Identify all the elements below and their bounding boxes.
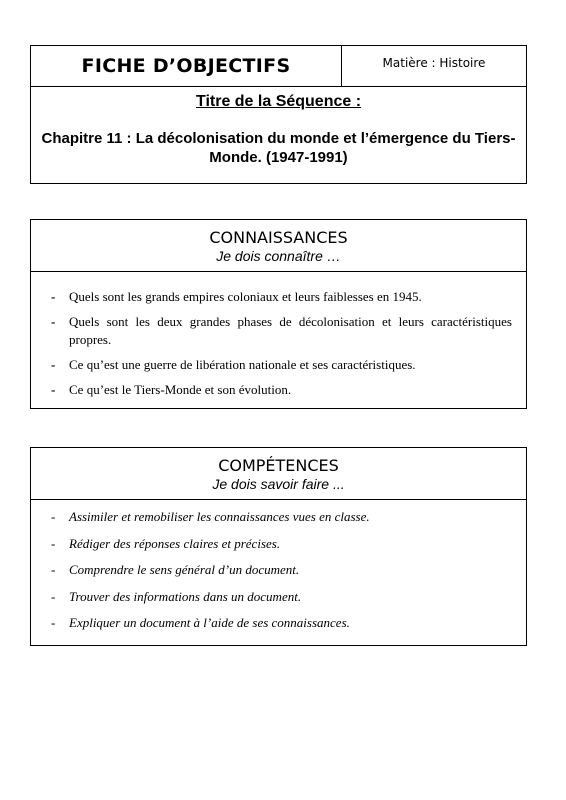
list-item (51, 588, 512, 605)
bullet-dash: - (51, 382, 56, 397)
knowledge-subtitle: Je dois connaître … (216, 248, 341, 264)
list-item-text: Trouver des informations dans un document. (69, 588, 302, 604)
knowledge-section (30, 219, 527, 409)
bullet-dash: - (51, 562, 56, 577)
knowledge-list (51, 288, 512, 406)
bullet-dash: - (51, 509, 56, 524)
sequence-title: Chapitre 11 : La décolonisation du monde et l’émergence du Tiers-Monde. (1947-1991) (41, 130, 516, 166)
knowledge-title: CONNAISSANCES (209, 228, 348, 247)
list-item-text: Quels sont les deux grandes phases de décolonisation et leurs caractéristiques propres. (69, 314, 512, 347)
header-top-row (31, 46, 526, 87)
list-item (51, 313, 512, 349)
skills-subtitle: Je dois savoir faire ... (212, 476, 345, 492)
skills-section (30, 447, 527, 646)
subject-label: Matière : Histoire (382, 56, 486, 70)
bullet-dash: - (51, 615, 56, 630)
list-item-text: Assimiler et remobiliser les connaissances vues en classe. (69, 509, 370, 524)
knowledge-header (31, 220, 526, 272)
skills-list (51, 508, 512, 641)
bullet-dash: - (51, 588, 56, 604)
list-item (51, 508, 512, 525)
list-item (51, 381, 512, 399)
list-item (51, 535, 512, 552)
bullet-dash: - (51, 289, 56, 304)
list-item (51, 356, 512, 374)
bullet-dash: - (51, 357, 56, 372)
list-item-text: Ce qu’est une guerre de libération nationale et ses caractéristiques. (69, 357, 416, 372)
bullet-dash: - (51, 314, 56, 329)
header-box (30, 45, 527, 184)
sequence-label (31, 93, 526, 111)
list-item-text: Expliquer un document à l’aide de ses connaissances. (69, 615, 350, 630)
list-item-text: Rédiger des réponses claires et précises. (69, 535, 281, 551)
list-item-text: Comprendre le sens général d’un document. (69, 562, 300, 577)
sequence-label-text: Titre de la Séquence : (195, 93, 362, 110)
document-title: FICHE D’OBJECTIFS (31, 46, 342, 86)
bullet-dash: - (51, 535, 56, 551)
list-item (51, 288, 512, 306)
skills-title: COMPÉTENCES (218, 456, 339, 475)
list-item-text: Quels sont les grands empires coloniaux et leurs faiblesses en 1945. (69, 289, 422, 304)
list-item (51, 614, 512, 631)
skills-header (31, 448, 526, 500)
list-item-text: Ce qu’est le Tiers-Monde et son évolution. (69, 382, 292, 397)
list-item (51, 561, 512, 578)
